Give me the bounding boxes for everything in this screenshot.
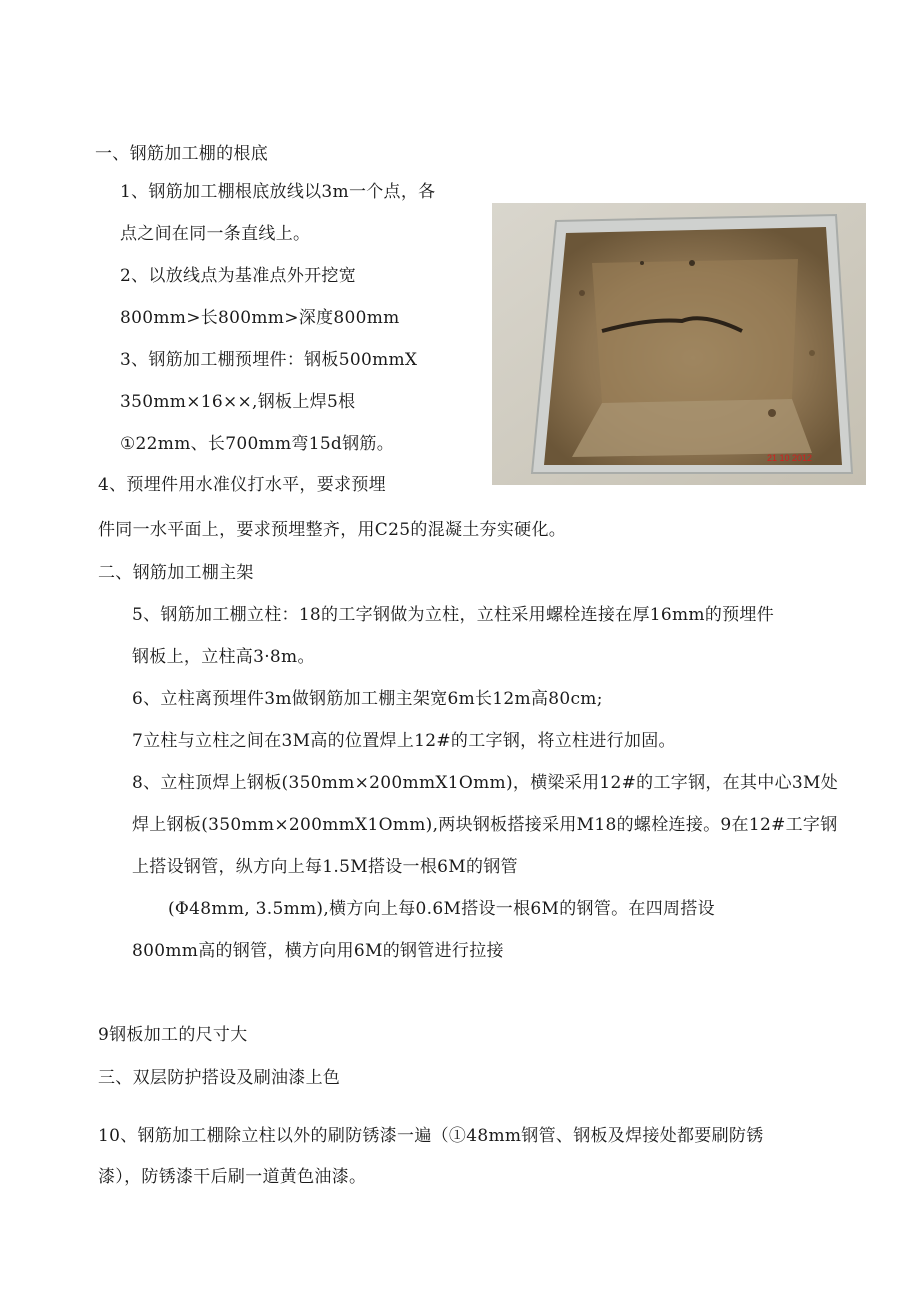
pit-photo-icon [492, 203, 866, 485]
item8-line2: 焊上钢板(350mm×200mmX1Omm),两块钢板搭接采用M18的螺栓连接。9在12#工字钢 [132, 815, 838, 835]
item4-line2: 件同一水平面上，要求预埋整齐，用C25的混凝土夯实硬化。 [98, 520, 567, 540]
item2-line1: 2、以放线点为基准点外开挖宽 [120, 266, 357, 286]
item9-text: 9钢板加工的尺寸大 [98, 1025, 248, 1045]
svg-text:21 10 2012: 21 10 2012 [767, 453, 813, 463]
item5-line2: 钢板上，立柱高3·8m。 [132, 647, 315, 667]
item8-line3: 上搭设钢管，纵方向上每1.5M搭设一根6M的钢管 [132, 857, 518, 877]
item8-line1: 8、立柱顶焊上钢板(350mm×200mmX1Omm)，横梁采用12#的工字钢，在其中心3M处 [132, 773, 838, 793]
item6-text: 6、立柱离预埋件3m做钢筋加工棚主架宽6m长12m高80cm; [132, 689, 603, 709]
item1-line2: 点之间在同一条直线上。 [120, 224, 311, 244]
item4-line1: 4、预埋件用水准仪打水平，要求预埋 [98, 475, 386, 495]
section1-heading: 一、钢筋加工棚的根底 [95, 144, 268, 164]
section3-heading: 三、双层防护搭设及刷油漆上色 [98, 1068, 341, 1088]
item8-line4: (Φ48mm, 3.5mm),横方向上每0.6M搭设一根6M的钢管。在四周搭设 [168, 899, 715, 919]
item10-line2: 漆），防锈漆干后刷一道黄色油漆。 [98, 1167, 367, 1187]
item7-text: 7立柱与立柱之间在3M高的位置焊上12#的工字钢，将立柱进行加固。 [132, 731, 676, 751]
item3-line2: 350mm×16××,钢板上焊5根 [120, 392, 356, 412]
item8-line5: 800mm高的钢管，横方向用6M的钢管进行拉接 [132, 941, 504, 961]
item1-line1: 1、钢筋加工棚根底放线以3m一个点，各 [120, 182, 436, 202]
item3-line3: ①22mm、长700mm弯15d钢筋。 [120, 434, 395, 454]
item5-line1: 5、钢筋加工棚立柱：18的工字钢做为立柱，立柱采用螺栓连接在厚16mm的预埋件 [132, 605, 775, 625]
excavated-pit-photo [492, 203, 866, 485]
item3-line1: 3、钢筋加工棚预埋件：钢板500mmX [120, 350, 418, 370]
item10-line1: 10、钢筋加工棚除立柱以外的刷防锈漆一遍（①48mm钢管、钢板及焊接处都要刷防锈 [98, 1126, 764, 1146]
section2-heading: 二、钢筋加工棚主架 [98, 563, 254, 583]
item2-line2: 800mm>长800mm>深度800mm [120, 308, 400, 328]
